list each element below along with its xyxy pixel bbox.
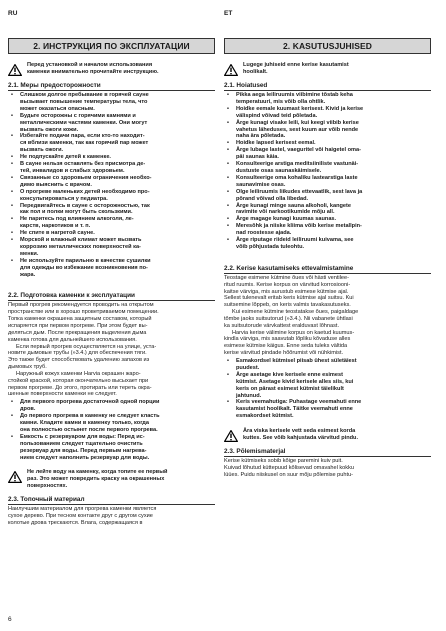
- text-line: Избегайте подачи пара, если кто-то находит-: [20, 133, 145, 140]
- text-line: Ärge magage kunagi kuumas saunas.: [236, 216, 337, 223]
- text-line: kindla värviga, mis saavutab lõpliku kõvaduse alles: [224, 336, 351, 343]
- language-label-et: ET: [224, 10, 233, 17]
- text-line: испаряется при первом прогреве. При этом будет вы-: [8, 323, 148, 329]
- text-line: нием следует наполнить резервуар для воды.: [20, 454, 150, 461]
- text-line: jahtunud.: [236, 392, 262, 399]
- subsection-title-2-3: 2.3. Топочный материал: [8, 496, 215, 505]
- text-line: Sellest tulenevalt eritab keris kütmise ajal suitsu. Kui: [224, 295, 354, 302]
- text-line: kerise värvitud pindade hõõrumist või nühkimist.: [224, 350, 344, 357]
- text-line: может оказаться опасным.: [20, 105, 95, 112]
- list-item: [224, 92, 431, 106]
- text-line: Ärge asetage kive kerisele enne esimest: [236, 371, 343, 378]
- text-line: Keris veemahutiga: Puhastage veemahuti enne: [236, 399, 362, 406]
- paragraph: [8, 302, 215, 343]
- list-item: [224, 120, 431, 141]
- text-line: каменки внимательно прочитайте инструкцию.: [27, 69, 159, 75]
- text-line: Наилучшим материалом для прогрева каменки является: [8, 506, 157, 513]
- subsection-title-2-3: 2.3. Põlemismaterjal: [224, 448, 431, 457]
- warning-text: [27, 469, 167, 490]
- spacer: [8, 278, 215, 286]
- text-line: Kui esimene kütmine teostatakse õues, paigaldage: [232, 309, 359, 316]
- list-item: [8, 237, 215, 258]
- text-line: Если первый прогрев осуществляется на улице, уста-: [16, 343, 157, 350]
- warning-notice-top: [224, 62, 431, 76]
- bullet-list: [8, 92, 215, 278]
- text-line: деляться дым. После прекращения выделения дыма: [8, 329, 147, 336]
- paragraph: [8, 371, 215, 398]
- text-line: hoolikalt.: [243, 69, 268, 75]
- list-item: [8, 399, 215, 413]
- text-line: esmakordset kütmist.: [236, 413, 294, 420]
- text-line: жара.: [20, 271, 36, 278]
- text-line: välispind võivad teid põletada.: [236, 112, 318, 119]
- list-item: [224, 372, 431, 400]
- text-line: tõmbe jaoks suitsutorud (»3.4.). Nii vabanete ühtlasi: [224, 315, 353, 322]
- warning-text: [243, 428, 358, 442]
- text-line: каменка готова для дальнейшего использования.: [8, 336, 137, 343]
- section-title: 2. KASUTUSJUHISED: [224, 38, 431, 54]
- text-line: Teostage esimene kütmine õues või hästi ventilee-: [224, 274, 349, 281]
- paragraph: [224, 309, 431, 330]
- warning-icon: [224, 429, 238, 441]
- list-item: [224, 203, 431, 217]
- list-item: [224, 358, 431, 372]
- text-line: карств, наркотиков и т. п.: [20, 223, 91, 230]
- spacer: [224, 251, 431, 259]
- list-item: [8, 113, 215, 134]
- text-line: Связанные со здоровьем ограничения необхо-: [20, 174, 152, 181]
- warning-icon: [224, 63, 238, 75]
- text-line: шенные поверхности каменки не следует.: [8, 391, 117, 398]
- text-line: päi saunas käia.: [236, 154, 279, 161]
- text-line: она полностью остынет после первого прогрева.: [20, 426, 158, 433]
- text-line: дымовых труб.: [8, 364, 47, 371]
- text-line: kütmist. Asetage kivid kerisele alles siis, kui: [236, 378, 354, 385]
- list-item: [8, 216, 215, 230]
- text-line: Перед установкой и началом использования: [27, 62, 153, 68]
- text-line: Kuivad lõhutud küttepuud kõlisevad omavahel kokku: [224, 464, 354, 471]
- text-line: До первого прогрева в каменку не следует класть: [20, 413, 160, 420]
- text-line: Olge leiliruumis liikudes ettevaatlik, sest lava ja: [236, 188, 363, 195]
- warning-text: [243, 62, 349, 76]
- text-line: Ärge lubage lastel, vaeguritel või haigetel oma-: [236, 147, 361, 154]
- list-item: [8, 133, 215, 154]
- text-line: Lugege juhiseid enne kerise kasutamist: [243, 62, 349, 68]
- text-line: стойкой краской, которая окончательно высыхает при: [8, 377, 149, 384]
- text-line: kaitse värviga, mis aurustub esimese kütmise ajal.: [224, 288, 349, 295]
- warning-notice-bottom: [8, 469, 215, 490]
- list-item: [224, 106, 431, 120]
- paragraph: [224, 275, 431, 309]
- list-item: [224, 399, 431, 420]
- text-line: temperatuuri, mis võib olla ohtlik.: [236, 98, 326, 105]
- text-line: вызвать ожоги кожи.: [20, 126, 79, 133]
- text-line: põrand võivad olla libedad.: [236, 195, 309, 202]
- text-line: О прогреве маленьких детей необходимо про-: [20, 188, 150, 195]
- list-item: [224, 216, 431, 223]
- list-item: [8, 258, 215, 279]
- text-line: Ära viska kerisele vett seda esimest korda: [243, 428, 356, 435]
- text-line: esimese kütmise käigus. Enne seda tuleks vältida: [224, 343, 348, 350]
- text-line: ся вблизи каменки, так как горячий пар может: [20, 140, 149, 147]
- text-line: В сауне нельзя оставлять без присмотра де-: [20, 161, 146, 168]
- text-line: suitsemine lõppeb, on keris valmis tavakasutuseks.: [224, 302, 351, 309]
- text-line: камни. Кладите камни в каменку только, когда: [20, 420, 149, 426]
- text-line: металлическими частями каменки. Они могут: [20, 119, 148, 126]
- text-line: Ärge riputage riideid leiliruumi kuivama, see: [236, 237, 354, 244]
- text-line: Наружный кожух каменки Harvia окрашен жаро-: [16, 370, 141, 377]
- list-item: [8, 189, 215, 203]
- list-item: [224, 189, 431, 203]
- paragraph: [8, 344, 215, 371]
- text-line: Не спите в нагретой сауне.: [20, 230, 95, 237]
- text-line: пространстве или в хорошо проветриваемом помещении.: [8, 309, 159, 316]
- bullet-list: [224, 358, 431, 420]
- text-line: võib põhjustada tuleohtu.: [236, 243, 305, 250]
- page-number: 6: [8, 616, 12, 623]
- text-line: Емкость с резервуаром для воды: Перед ис-: [20, 433, 145, 440]
- text-line: вызывает повышение температуры тела, что: [20, 98, 148, 105]
- list-item: [8, 161, 215, 175]
- bullet-list: [8, 399, 215, 461]
- warning-text: [27, 62, 159, 76]
- text-line: Топка каменки окрашена защитным составом, который: [8, 316, 152, 323]
- right-column-et: [224, 38, 431, 479]
- text-line: Pikka aega leiliruumis viibimine tõstab keha: [236, 92, 353, 98]
- text-line: поверхностях.: [27, 483, 68, 490]
- subsection-title-2-2: 2.2. Подготовка каменки к эксплуатации: [8, 292, 215, 301]
- list-item: [224, 223, 431, 237]
- text-line: дров.: [20, 406, 36, 413]
- list-item: [8, 92, 215, 113]
- text-line: Esmakordsel kütmisel piisab ühest sületäiest: [236, 357, 357, 364]
- text-line: тей, инвалидов и слабых здоровьем.: [20, 167, 125, 174]
- text-line: первом прогреве. До этого, протирать или тереть окра-: [8, 384, 152, 391]
- text-line: Ärge kunagi minge sauna alkoholi, kangete: [236, 202, 352, 209]
- text-line: вызвать ожоги.: [20, 147, 64, 154]
- text-line: ka suitsutorude värvkattest eralduvast lõhnast.: [224, 322, 340, 329]
- text-line: Первый прогрев рекомендуется проводить на открытом: [8, 302, 154, 309]
- text-line: Не подпускайте детей к каменке.: [20, 154, 111, 161]
- text-line: Ärge kunagi visake leili, kui keegi viibib kerise: [236, 119, 359, 126]
- section-title: 2. ИНСТРУКЦИЯ ПО ЭКСПЛУАТАЦИИ: [8, 38, 215, 54]
- bullet-list: [224, 92, 431, 251]
- list-item: [8, 230, 215, 237]
- subsection-title-2-2: 2.2. Kerise kasutamiseks ettevalmistamine: [224, 265, 431, 274]
- text-line: lüües. Puidu niiskusel on suur mõju põlemise puhtu-: [224, 471, 354, 478]
- text-line: ritud ruumis. Kerise korpus on värvitud korrosiooni-: [224, 281, 351, 288]
- list-item: [224, 237, 431, 251]
- text-line: vahetus läheduses, sest kuum aur võib nende: [236, 126, 359, 133]
- list-item: [224, 161, 431, 175]
- list-item: [224, 147, 431, 161]
- text-line: kuttes. See võib kahjustada värvitud pindu.: [243, 435, 359, 442]
- text-line: Передвигайтесь в сауне с осторожностью, так: [20, 202, 150, 209]
- text-line: димо выяснить с врачом.: [20, 181, 92, 188]
- subsection-title-2-1: 2.1. Меры предосторожности: [8, 82, 215, 91]
- text-line: коррозию металлических поверхностей ка-: [20, 243, 141, 250]
- text-line: Meresõhk ja niiske kliima võib kerise metallpin-: [236, 223, 362, 230]
- text-line: dustuste osas saunaskäimisele.: [236, 167, 322, 174]
- text-line: консультироваться у педиатра.: [20, 195, 108, 202]
- warning-icon: [8, 470, 22, 482]
- text-line: Konsulteerige oma kohaliku lastearstiga laste: [236, 174, 358, 181]
- subsection-title-2-1: 2.1. Hoiatused: [224, 82, 431, 91]
- language-label-ru: RU: [8, 10, 18, 17]
- list-item: [8, 203, 215, 217]
- text-line: Kerise kütmiseks sobib kõige paremini kuiv puit.: [224, 458, 343, 465]
- warning-notice-bottom: [224, 428, 431, 442]
- text-line: для одежды во избежание возникновения по-: [20, 264, 148, 271]
- text-line: ravimite või narkootikumide mõju all.: [236, 209, 335, 216]
- text-line: Не лейте воду на каменку, когда топите ее первый: [27, 469, 168, 476]
- text-line: пользованием следует тщательно очистить: [20, 440, 143, 447]
- text-line: kasutamist hoolikalt. Täitke veemahuti enne: [236, 406, 353, 413]
- text-line: Harvia kerise välimine korpus on kaetud kuumus-: [232, 329, 355, 336]
- paragraph: [224, 330, 431, 357]
- paragraph: [8, 506, 215, 527]
- left-column-ru: [8, 38, 215, 527]
- paragraph: [224, 458, 431, 479]
- text-line: puudest.: [236, 364, 260, 371]
- text-line: как пол и полки могут быть скользкими.: [20, 209, 133, 216]
- text-line: колотые дрова трескаются. Влага, содержащаяся в: [8, 520, 143, 527]
- text-line: Konsulteerige arstiga meditsiiniliste vastunäi-: [236, 161, 359, 168]
- warning-notice-top: [8, 62, 215, 76]
- text-line: Слишком долгое пребывание в горячей сауне: [20, 92, 149, 98]
- warning-icon: [8, 63, 22, 75]
- text-line: резервуар для воды. Перед первым нагрева-: [20, 447, 147, 454]
- text-line: Hoidke lapsed kerisest eemal.: [236, 140, 316, 147]
- text-line: Это также будет способствовать удалению запахов из: [8, 357, 150, 364]
- list-item: [224, 175, 431, 189]
- text-line: новите дымовые трубы (»3.4.) для обеспечения тяги.: [8, 350, 147, 357]
- text-line: keris on pärast esimest kütmist täielikult: [236, 385, 344, 392]
- text-line: Для первого прогрева достаточной одной порции: [20, 399, 160, 406]
- text-line: Морской и влажный климат может вызвать: [20, 237, 142, 244]
- list-item: [8, 434, 215, 462]
- text-line: saunavimise osas.: [236, 181, 286, 188]
- text-line: naha ära põletada.: [236, 133, 286, 140]
- text-line: Не используйте парильню в качестве сушилки: [20, 257, 151, 264]
- text-line: Будьте осторожны с горячими камнями и: [20, 112, 136, 119]
- list-item: [8, 175, 215, 189]
- text-line: сухое дерево. При тесном контакте друг с другом сухие: [8, 513, 153, 520]
- list-item: [8, 413, 215, 434]
- text-line: раз. Это может повредить краску на окрашенных: [27, 476, 165, 483]
- text-line: nad roostesse ajada.: [236, 230, 292, 237]
- text-line: Не паритесь под влиянием алкоголя, ле-: [20, 216, 134, 223]
- text-line: менки.: [20, 250, 39, 257]
- text-line: Hoidke eemale kuumast kerisest. Kivid ja kerise: [236, 105, 364, 112]
